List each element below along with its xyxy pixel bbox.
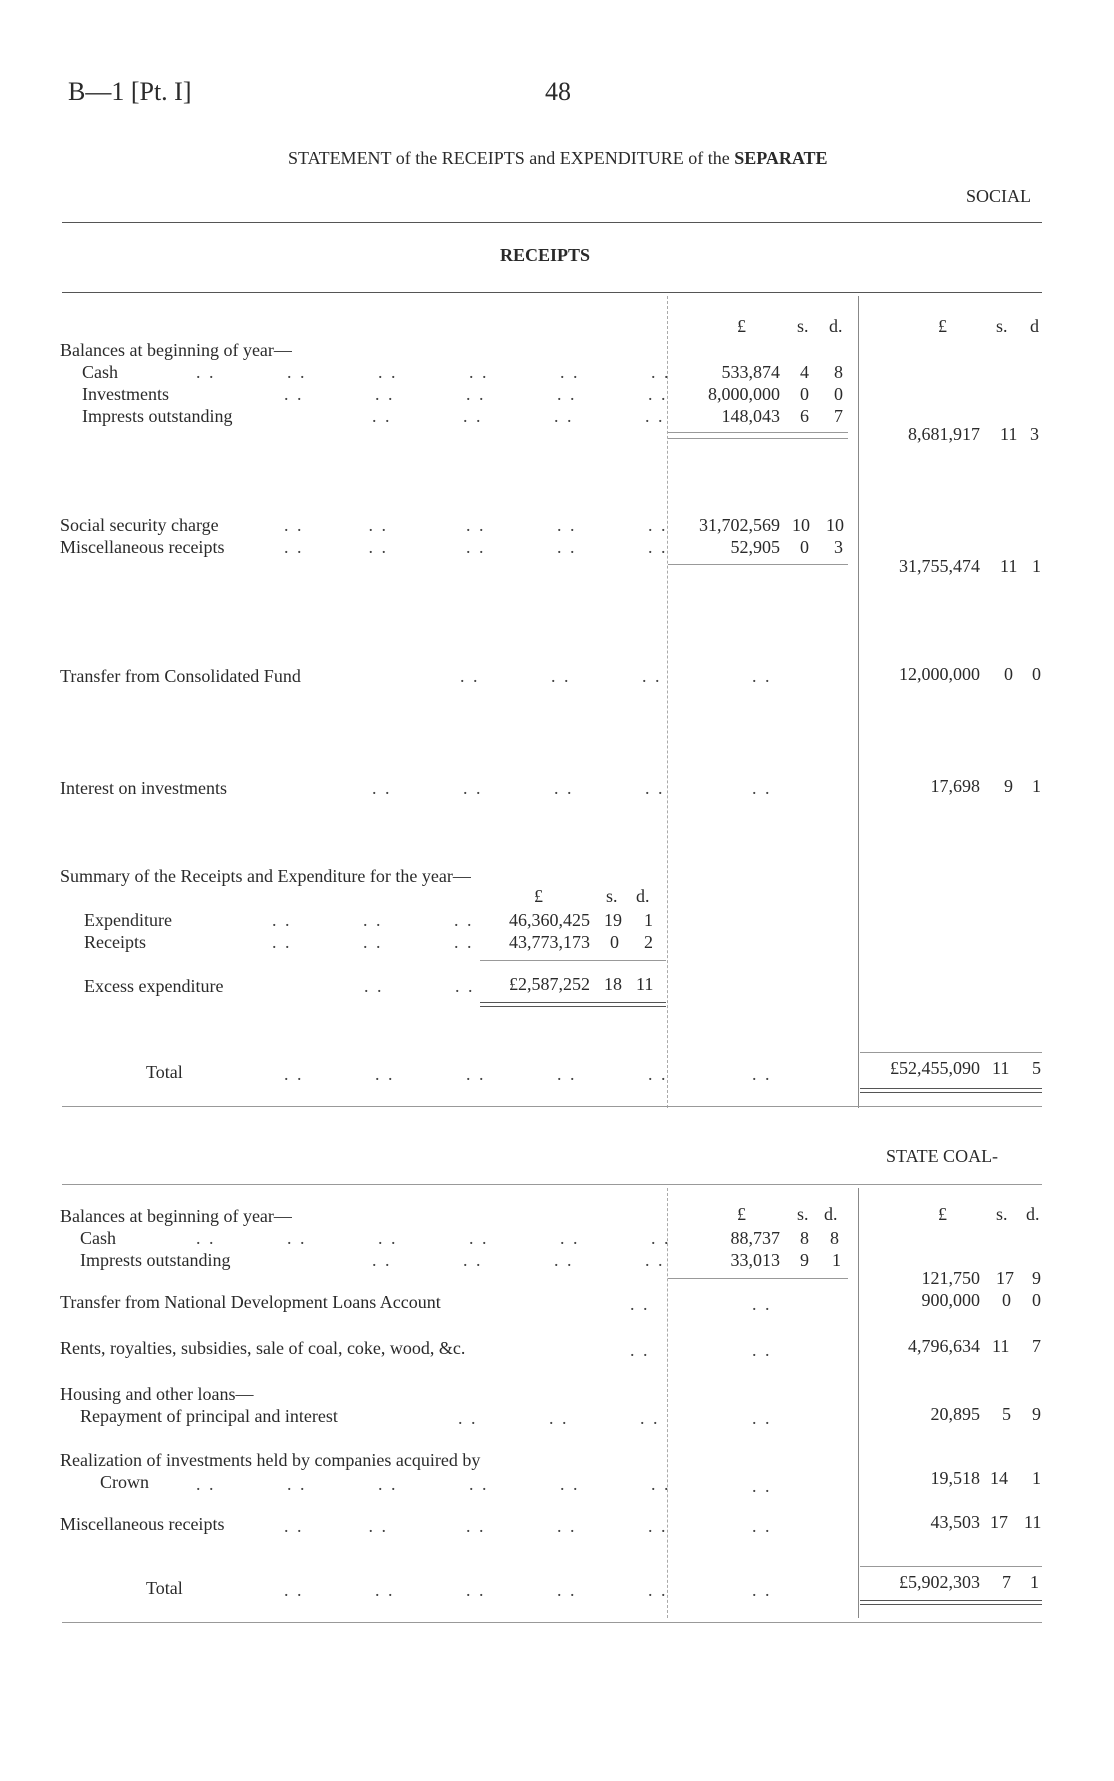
- interest-pounds: 17,698: [930, 776, 980, 796]
- summary-col-shillings: s.: [606, 886, 618, 906]
- receipts-label: Receipts: [84, 932, 146, 952]
- coal-total-pence: 1: [1030, 1572, 1039, 1592]
- balances-total-pounds: 8,681,917: [908, 424, 980, 444]
- cash-shillings: 4: [800, 362, 809, 382]
- coal-realization-label: Realization of investments held by companies acquired by: [60, 1450, 481, 1470]
- excess-shillings: 18: [604, 974, 622, 994]
- section-ref: B—1 [Pt. I]: [68, 77, 192, 106]
- coal-misc-label: Miscellaneous receipts: [60, 1514, 225, 1534]
- double-rule: [860, 1088, 1042, 1089]
- coal-cash-pounds: 88,737: [730, 1228, 780, 1248]
- leader-dots: . . . . . . . .: [372, 1250, 665, 1270]
- leader-dots: . . . . . . . . . .: [284, 515, 668, 535]
- col-pence: d: [1030, 316, 1039, 336]
- imprests-pounds: 148,043: [721, 406, 780, 426]
- expenditure-shillings: 19: [604, 910, 622, 930]
- coal-cash-pence: 8: [830, 1228, 839, 1248]
- col-pound: £: [938, 1204, 947, 1224]
- investments-shillings: 0: [800, 384, 809, 404]
- coal-housing-shillings: 5: [1002, 1404, 1011, 1424]
- transfer-pounds: 12,000,000: [899, 664, 980, 684]
- coal-realization-sub-label: Crown: [100, 1472, 149, 1492]
- col-pence: d.: [824, 1204, 838, 1224]
- double-rule: [860, 1600, 1042, 1601]
- column-rule: [858, 296, 859, 1108]
- ssc-total-pounds: 31,755,474: [899, 556, 980, 576]
- social-total-pence: 5: [1032, 1058, 1041, 1078]
- expenditure-pounds: 46,360,425: [509, 910, 590, 930]
- col-shillings: s.: [996, 316, 1008, 336]
- leader-dots: . .: [752, 1408, 772, 1428]
- col-pound: £: [737, 1204, 746, 1224]
- coal-balances-total-shillings: 17: [996, 1268, 1014, 1288]
- column-rule: [667, 296, 668, 1108]
- social-total-pounds: £52,455,090: [890, 1058, 980, 1078]
- coal-transfer-label: Transfer from National Development Loans Account: [60, 1292, 441, 1312]
- fund-name-social: SOCIAL: [966, 186, 1032, 206]
- coal-misc-pounds: 43,503: [930, 1512, 980, 1532]
- imprests-shillings: 6: [800, 406, 809, 426]
- coal-imprests-pence: 1: [832, 1250, 841, 1270]
- ssc-shillings: 10: [792, 515, 810, 535]
- col-pound: £: [938, 316, 947, 336]
- leader-dots: . .: [752, 1580, 772, 1600]
- leader-dots: . .: [630, 1294, 650, 1314]
- excess-pence: 11: [636, 974, 654, 994]
- ssc-pounds: 31,702,569: [699, 515, 780, 535]
- coal-realization-shillings: 14: [990, 1468, 1008, 1488]
- page-number: 48: [545, 77, 571, 106]
- leader-dots: . . . . . . . .: [372, 406, 665, 426]
- coal-balances-total-pounds: 121,750: [921, 1268, 980, 1288]
- social-total-shillings: 11: [992, 1058, 1010, 1078]
- coal-transfer-pounds: 900,000: [921, 1290, 980, 1310]
- coal-imprests-shillings: 9: [800, 1250, 809, 1270]
- receipts-pounds: 43,773,173: [509, 932, 590, 952]
- leader-dots: . . . . . .: [272, 932, 474, 952]
- coal-rents-label: Rents, royalties, subsidies, sale of coal, coke, wood, &c.: [60, 1338, 466, 1358]
- total-rule: [860, 1566, 1042, 1567]
- expenditure-label: Expenditure: [84, 910, 172, 930]
- leader-dots: . . . . . .: [458, 1408, 660, 1428]
- balances-total-pence: 3: [1030, 424, 1039, 444]
- fund-name-coal: STATE COAL-: [886, 1146, 999, 1166]
- social-security-charge-label: Social security charge: [60, 515, 219, 535]
- coal-misc-shillings: 17: [990, 1512, 1008, 1532]
- rule: [62, 292, 1042, 293]
- rule: [62, 222, 1042, 223]
- balances-total-shillings: 11: [1000, 424, 1018, 444]
- coal-total-shillings: 7: [1002, 1572, 1011, 1592]
- imprests-label: Imprests outstanding: [82, 406, 233, 426]
- column-rule: [858, 1188, 859, 1618]
- excess-pounds: £2,587,252: [509, 974, 590, 994]
- double-rule: [860, 1092, 1042, 1093]
- social-total-label: Total: [146, 1062, 183, 1082]
- leader-dots: . . . . . .: [460, 666, 662, 686]
- leader-dots: . . . . . . . . . . . .: [196, 1228, 671, 1248]
- imprests-pence: 7: [834, 406, 843, 426]
- leader-dots: . . . . . . . . . .: [284, 1580, 668, 1600]
- leader-dots: . . . . . .: [272, 910, 474, 930]
- coal-cash-shillings: 8: [800, 1228, 809, 1248]
- coal-realization-pounds: 19,518: [930, 1468, 980, 1488]
- interest-shillings: 9: [1004, 776, 1013, 796]
- receipts-shillings: 0: [610, 932, 619, 952]
- ssc-total-pence: 1: [1032, 556, 1041, 576]
- coal-rents-pounds: 4,796,634: [908, 1336, 980, 1356]
- misc-pounds: 52,905: [730, 537, 780, 557]
- receipts-heading: RECEIPTS: [500, 245, 591, 265]
- transfer-pence: 0: [1032, 664, 1041, 684]
- double-rule: [480, 1006, 666, 1007]
- misc-receipts-label: Miscellaneous receipts: [60, 537, 225, 557]
- leader-dots: . . . . . . . . . .: [284, 1516, 668, 1536]
- summary-col-pence: d.: [636, 886, 650, 906]
- rule: [62, 1184, 1042, 1185]
- col-shillings: s.: [996, 1204, 1008, 1224]
- leader-dots: . .: [752, 1294, 772, 1314]
- investments-label: Investments: [82, 384, 169, 404]
- coal-rents-pence: 7: [1032, 1336, 1041, 1356]
- statement-title: [288, 148, 828, 168]
- column-rule: [667, 1188, 668, 1618]
- leader-dots: . .: [752, 666, 772, 686]
- receipts-pence: 2: [644, 932, 653, 952]
- coal-housing-label: Housing and other loans—: [60, 1384, 254, 1404]
- coal-total-pounds: £5,902,303: [899, 1572, 980, 1592]
- coal-transfer-pence: 0: [1032, 1290, 1041, 1310]
- ssc-total-shillings: 11: [1000, 556, 1018, 576]
- subtotal-rule: [480, 960, 666, 961]
- cash-pence: 8: [834, 362, 843, 382]
- leader-dots: . . . . . . . . . . . .: [196, 1474, 671, 1494]
- misc-shillings: 0: [800, 537, 809, 557]
- statement-title-text: STATEMENT of the RECEIPTS and EXPENDITURE of the: [288, 148, 730, 168]
- total-rule: [860, 1052, 1042, 1053]
- coal-housing-sub-label: Repayment of principal and interest: [80, 1406, 338, 1426]
- leader-dots: . . . . . . . .: [372, 778, 665, 798]
- col-shillings: s.: [797, 1204, 809, 1224]
- col-pence: d.: [829, 316, 843, 336]
- coal-realization-pence: 1: [1032, 1468, 1041, 1488]
- double-rule: [860, 1604, 1042, 1605]
- coal-rents-shillings: 11: [992, 1336, 1010, 1356]
- expenditure-pence: 1: [644, 910, 653, 930]
- leader-dots: . .: [752, 1516, 772, 1536]
- coal-total-label: Total: [146, 1578, 183, 1598]
- cash-label: Cash: [82, 362, 118, 382]
- col-shillings: s.: [797, 316, 809, 336]
- coal-cash-label: Cash: [80, 1228, 116, 1248]
- interest-label: Interest on investments: [60, 778, 227, 798]
- col-pence: d.: [1026, 1204, 1040, 1224]
- transfer-consolidated-label: Transfer from Consolidated Fund: [60, 666, 301, 686]
- col-pound: £: [737, 316, 746, 336]
- leader-dots: . .: [752, 1476, 772, 1496]
- statement-title-bold: SEPARATE: [734, 148, 828, 168]
- leader-dots: . . . . . . . . . .: [284, 384, 668, 404]
- coal-imprests-label: Imprests outstanding: [80, 1250, 231, 1270]
- investments-pence: 0: [834, 384, 843, 404]
- subtotal-rule: [668, 438, 848, 439]
- leader-dots: . . . . . . . . . . . .: [196, 362, 671, 382]
- coal-imprests-pounds: 33,013: [730, 1250, 780, 1270]
- leader-dots: . . . . . . . . . .: [284, 1064, 668, 1084]
- misc-pence: 3: [834, 537, 843, 557]
- transfer-shillings: 0: [1004, 664, 1013, 684]
- coal-transfer-shillings: 0: [1002, 1290, 1011, 1310]
- leader-dots: . .: [630, 1340, 650, 1360]
- leader-dots: . .: [752, 1340, 772, 1360]
- subtotal-rule: [668, 1278, 848, 1279]
- section-end-rule: [62, 1106, 1042, 1107]
- coal-misc-pence: 11: [1024, 1512, 1042, 1532]
- subtotal-rule: [668, 432, 848, 433]
- double-rule: [480, 1002, 666, 1003]
- investments-pounds: 8,000,000: [708, 384, 780, 404]
- leader-dots: . .: [752, 1064, 772, 1084]
- cash-pounds: 533,874: [721, 362, 780, 382]
- coal-balances-heading: Balances at beginning of year—: [60, 1206, 292, 1226]
- coal-balances-total-pence: 9: [1032, 1268, 1041, 1288]
- summary-heading: Summary of the Receipts and Expenditure for the year—: [60, 866, 471, 886]
- summary-col-pound: £: [534, 886, 543, 906]
- leader-dots: . . . .: [364, 976, 475, 996]
- coal-housing-pounds: 20,895: [930, 1404, 980, 1424]
- coal-housing-pence: 9: [1032, 1404, 1041, 1424]
- leader-dots: . . . . . . . . . .: [284, 537, 668, 557]
- interest-pence: 1: [1032, 776, 1041, 796]
- excess-label: Excess expenditure: [84, 976, 224, 996]
- subtotal-rule: [668, 564, 848, 565]
- ssc-pence: 10: [826, 515, 844, 535]
- balances-heading: Balances at beginning of year—: [60, 340, 292, 360]
- section-end-rule: [62, 1622, 1042, 1623]
- leader-dots: . .: [752, 778, 772, 798]
